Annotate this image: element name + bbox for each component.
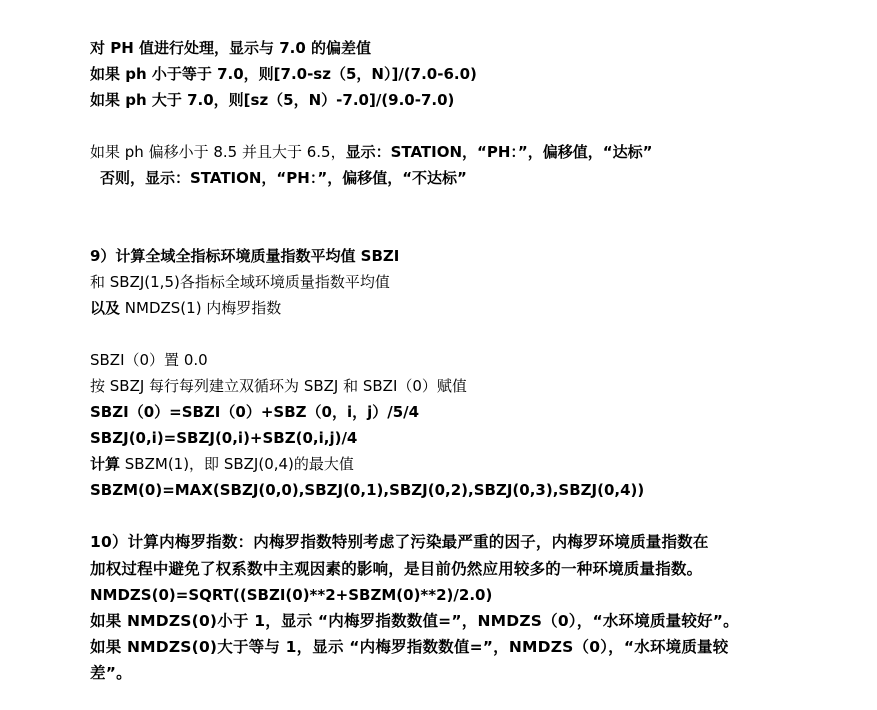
- nmdzs-formula: NMDZS(0)=SQRT((SBZI(0)**2+SBZM(0)**2)/2.0): [90, 586, 493, 604]
- ph-display-condition: [90, 142, 653, 162]
- nmdzs-good-rule: 如果 NMDZS(0)小于 1，显示 “内梅罗指数数值=”，NMDZS（0），“水环境质量较好”。: [90, 612, 739, 630]
- ph-rule-greater: 如果 ph 大于 7.0，则[sz（5，N）-7.0]/(9.0-7.0): [90, 91, 455, 109]
- section9-heading: 9）计算全域全指标环境质量指数平均值 SBZI: [90, 247, 400, 265]
- sbzm-formula: SBZM(0)=MAX(SBZJ(0,0),SBZJ(0,1),SBZJ(0,2),SBZJ(0,3),SBZJ(0,4)): [90, 481, 645, 499]
- section9-nemerow-prefix: 以及: [90, 299, 121, 317]
- section10-heading: 10）计算内梅罗指数：内梅罗指数特别考虑了污染最严重的因子，内梅罗环境质量指数在: [90, 533, 709, 551]
- sbzm-calc-line: [90, 454, 354, 474]
- sbzi-init: SBZI（0）置 0.0: [90, 351, 208, 369]
- loop-description: 按 SBZJ 每行每列建立双循环为 SBZJ 和 SBZI（0）赋值: [90, 377, 467, 395]
- ph-rule-less-equal: 如果 ph 小于等于 7.0，则[7.0-sz（5，N）]/(7.0-6.0): [90, 65, 477, 83]
- section10-description: 加权过程中避免了权系数中主观因素的影响，是目前仍然应用较多的一种环境质量指数。: [90, 560, 703, 578]
- section9-nemerow-text: NMDZS(1) 内梅罗指数: [120, 299, 282, 317]
- section9-subline: 和 SBZJ(1,5)各指标全域环境质量指数平均值: [90, 273, 390, 291]
- ph-display-condition-output: 显示：STATION，“PH：”，偏移值，“达标”: [345, 143, 653, 161]
- sbzm-calc-text: SBZM(1)，即 SBZJ(0,4)的最大值: [120, 455, 354, 473]
- sbzm-calc-prefix: 计算: [90, 455, 121, 473]
- nmdzs-poor-rule-cont: 差”。: [90, 664, 132, 682]
- nmdzs-poor-rule: 如果 NMDZS(0)大于等与 1，显示 “内梅罗指数数值=”，NMDZS（0），“水环境质量较: [90, 638, 729, 656]
- ph-display-condition-text: 如果 ph 偏移小于 8.5 并且大于 6.5，: [90, 143, 346, 161]
- ph-heading: 对 PH 值进行处理，显示与 7.0 的偏差值: [90, 39, 372, 57]
- ph-display-else: 否则，显示：STATION，“PH：”，偏移值，“不达标”: [100, 169, 467, 187]
- sbzj-formula: SBZJ(0,i)=SBZJ(0,i)+SBZ(0,i,j)/4: [90, 429, 358, 447]
- section9-nemerow-line: [90, 298, 281, 318]
- sbzi-formula: SBZI（0）=SBZI（0）+SBZ（0，i，j）/5/4: [90, 403, 420, 421]
